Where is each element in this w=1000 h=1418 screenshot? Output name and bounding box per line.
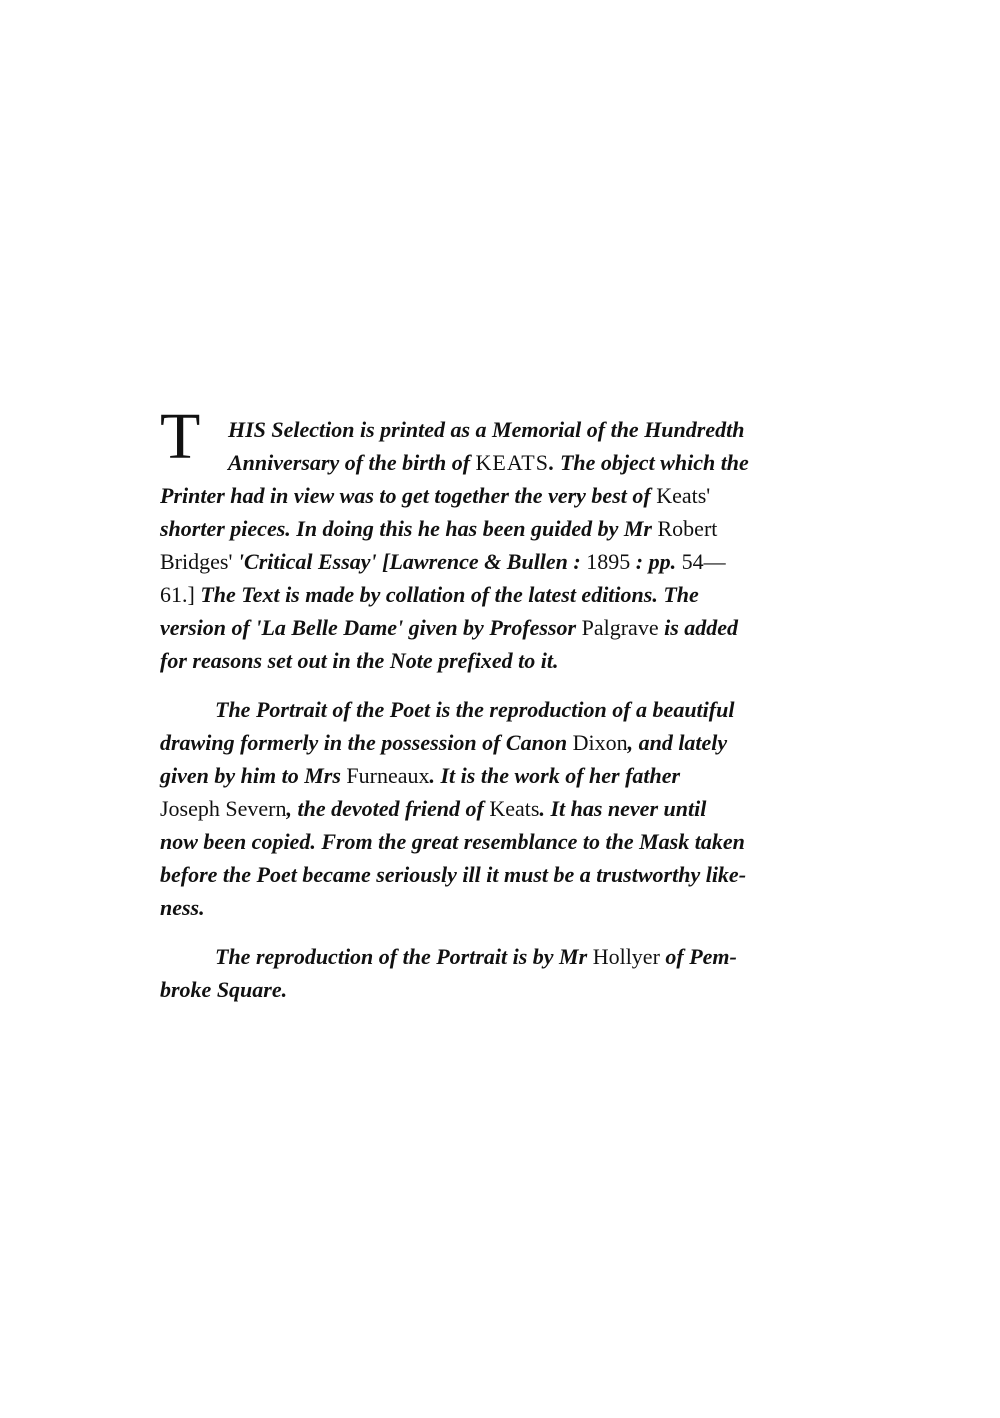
text-run: now been copied. From the great resemblance to the Mask taken <box>160 829 745 854</box>
text-line <box>160 940 832 973</box>
text-run: Hollyer <box>592 944 660 969</box>
drop-cap: T <box>160 400 201 473</box>
text-run: 'Critical Essay' [Lawrence & Bullen : <box>232 549 587 574</box>
text-line <box>160 891 832 924</box>
memorial-note <box>160 413 832 1006</box>
text-run: HIS Selection is printed as a Memorial of the Hundredth <box>228 417 745 442</box>
text-run: broke Square. <box>160 977 288 1002</box>
author-name: KEATS <box>475 450 549 475</box>
text-run: . It has never until <box>539 796 707 821</box>
text-line <box>160 825 832 858</box>
text-run: Robert <box>657 516 718 541</box>
text-run: The Portrait of the Poet is the reproduction of a beautiful <box>215 697 735 722</box>
text-run: : pp. <box>630 549 682 574</box>
text-run: Anniversary of the birth of <box>228 450 476 475</box>
text-run: drawing formerly in the possession of Canon <box>160 730 573 755</box>
text-line <box>160 446 832 479</box>
text-line <box>160 578 832 611</box>
text-run: ness. <box>160 895 205 920</box>
text-run: for reasons set out in the Note prefixed to it. <box>160 648 559 673</box>
text-run: The Text is made by collation of the latest editions. The <box>194 582 699 607</box>
text-line <box>160 644 832 677</box>
text-line <box>160 973 832 1006</box>
text-run: . It is the work of her father <box>429 763 681 788</box>
text-run: The reproduction of the Portrait is by Mr <box>215 944 593 969</box>
text-run: , and lately <box>627 730 728 755</box>
text-run: . The object which the <box>548 450 749 475</box>
text-run: Bridges' <box>160 549 233 574</box>
text-run: Keats' <box>656 483 711 508</box>
text-run: Dixon <box>572 730 628 755</box>
text-run: of Pem- <box>659 944 737 969</box>
text-line <box>160 611 832 644</box>
text-run: Furneaux <box>346 763 430 788</box>
text-line <box>160 726 832 759</box>
text-run: , the devoted friend of <box>286 796 490 821</box>
text-line <box>160 792 832 825</box>
text-run: 54— <box>681 549 726 574</box>
text-run: shorter pieces. In doing this he has been guided by Mr <box>160 516 658 541</box>
text-run: Keats <box>489 796 540 821</box>
text-run: 61.] <box>160 582 195 607</box>
text-run: given by him to Mrs <box>160 763 347 788</box>
paragraph-selection <box>160 413 832 677</box>
text-run: version of 'La Belle Dame' given by Professor <box>160 615 582 640</box>
text-run: before the Poet became seriously ill it must be a trustworthy like- <box>160 862 747 887</box>
text-line <box>160 545 832 578</box>
text-line <box>160 512 832 545</box>
text-run: Printer had in view was to get together the very best of <box>160 483 657 508</box>
paragraph-portrait <box>160 693 832 924</box>
text-line <box>160 479 832 512</box>
text-run: Joseph Severn <box>160 796 287 821</box>
text-run: 1895 <box>586 549 631 574</box>
text-line <box>160 413 832 446</box>
paragraph-reproduction <box>160 940 832 1006</box>
text-line <box>160 693 832 726</box>
text-line <box>160 759 832 792</box>
text-run: is added <box>658 615 739 640</box>
text-line <box>160 858 832 891</box>
text-run: Palgrave <box>581 615 659 640</box>
